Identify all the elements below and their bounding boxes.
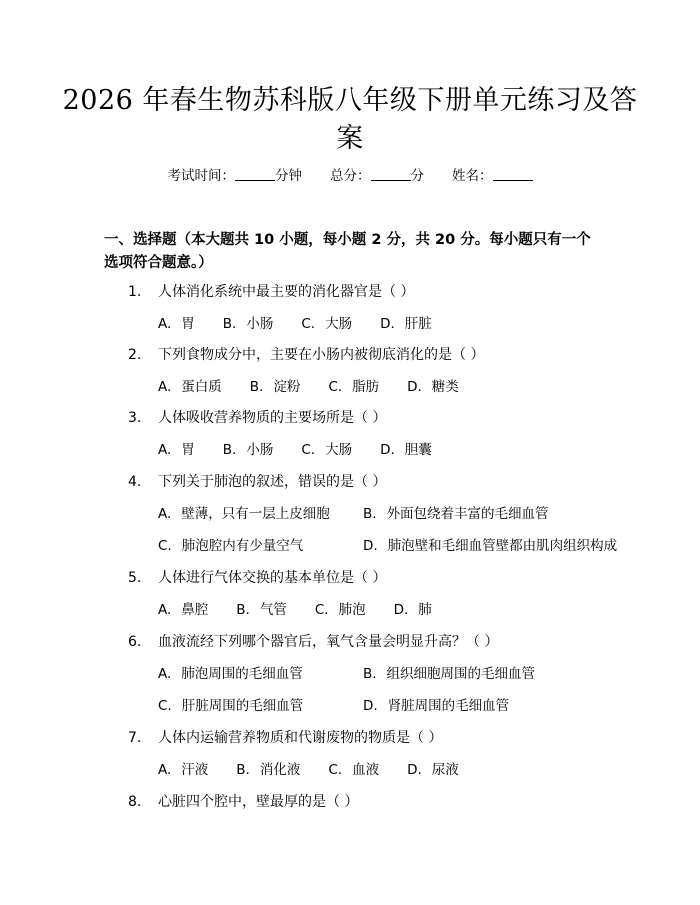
option-letter: A. <box>158 762 172 778</box>
option-text: 鼻腔 <box>181 602 209 618</box>
option-letter: B. <box>236 762 250 778</box>
question-1: 1. 人体消化系统中最主要的消化器官是（ ） <box>128 284 415 300</box>
option-a <box>158 377 222 397</box>
option-text: 肺 <box>418 602 432 618</box>
question-text: 下列关于肺泡的叙述，错误的是（ ） <box>158 474 387 490</box>
option-text: 汗液 <box>181 762 209 778</box>
question-text: 人体消化系统中最主要的消化器官是（ ） <box>158 284 415 300</box>
option-c <box>328 760 379 780</box>
option-letter: A. <box>158 666 172 682</box>
score-label: 总分： <box>330 168 371 184</box>
option-letter: B. <box>249 379 264 395</box>
option-text: 肺泡腔内有少量空气 <box>181 538 304 554</box>
option-a <box>158 440 195 460</box>
name-blank <box>493 168 533 181</box>
question-5: 5. 人体进行气体交换的基本单位是（ ） <box>128 570 387 586</box>
option-text: 胆囊 <box>404 442 432 458</box>
option-text: 外面包绕着丰富的毛细血管 <box>386 506 549 522</box>
score-unit: 分 <box>410 168 424 184</box>
option-b <box>363 664 568 684</box>
option-text: 蛋白质 <box>181 379 222 395</box>
option-b <box>250 377 301 397</box>
options-6-row-2 <box>158 696 640 716</box>
option-letter: D. <box>407 762 422 778</box>
option-a <box>158 314 195 334</box>
option-d <box>380 440 432 460</box>
option-letter: A. <box>158 602 172 618</box>
name-label: 姓名： <box>452 168 493 184</box>
option-text: 肺泡 <box>338 602 366 618</box>
option-a <box>158 760 208 780</box>
option-letter: B. <box>222 316 237 332</box>
question-text: 心脏四个腔中，壁最厚的是（ ） <box>158 794 359 810</box>
option-letter: C. <box>301 442 316 458</box>
option-letter: A. <box>158 379 172 395</box>
option-c <box>301 440 352 460</box>
option-text: 肺泡壁和毛细血管壁都由肌肉组织构成 <box>387 538 618 554</box>
option-letter: D. <box>393 602 409 618</box>
option-text: 胃 <box>181 316 195 332</box>
option-letter: D. <box>363 538 378 554</box>
options-1 <box>158 314 640 334</box>
option-letter: D. <box>363 698 378 714</box>
time-label: 考试时间： <box>167 168 235 184</box>
option-letter: C. <box>328 762 343 778</box>
option-b <box>223 440 274 460</box>
option-d <box>407 760 459 780</box>
option-letter: C. <box>314 602 329 618</box>
option-letter: D. <box>380 442 395 458</box>
question-6: 6. 血液流经下列哪个器官后，氧气含量会明显升高？（ ） <box>128 634 499 650</box>
option-text: 组织细胞周围的毛细血管 <box>386 666 536 682</box>
option-c <box>301 314 352 334</box>
option-b <box>223 314 274 334</box>
question-3: 3. 人体吸收营养物质的主要场所是（ ） <box>128 410 387 426</box>
option-c <box>315 600 366 620</box>
option-a <box>158 600 208 620</box>
option-letter: C. <box>158 538 172 554</box>
option-letter: A. <box>158 442 172 458</box>
option-c <box>158 536 363 556</box>
option-text: 消化液 <box>259 762 301 778</box>
option-text: 肺泡周围的毛细血管 <box>181 666 303 682</box>
option-letter: B. <box>236 602 250 618</box>
option-d <box>407 377 459 397</box>
option-letter: C. <box>301 316 316 332</box>
option-text: 肝脏周围的毛细血管 <box>181 698 304 714</box>
option-letter: C. <box>158 698 172 714</box>
option-text: 肾脏周围的毛细血管 <box>387 698 510 714</box>
option-d <box>380 314 432 334</box>
score-blank <box>371 168 411 181</box>
option-d <box>394 600 432 620</box>
option-text: 胃 <box>181 442 195 458</box>
option-text: 肝脏 <box>404 316 432 332</box>
option-text: 脂肪 <box>352 379 380 395</box>
option-c <box>328 377 379 397</box>
option-a <box>158 664 363 684</box>
question-4: 4. 下列关于肺泡的叙述，错误的是（ ） <box>128 474 387 490</box>
option-text: 壁薄，只有一层上皮细胞 <box>181 506 330 522</box>
option-text: 大肠 <box>325 442 353 458</box>
option-letter: B. <box>363 666 377 682</box>
option-text: 气管 <box>259 602 287 618</box>
option-letter: A. <box>158 506 172 522</box>
option-letter: D. <box>407 379 422 395</box>
option-text: 大肠 <box>325 316 353 332</box>
question-7: 7. 人体内运输营养物质和代谢废物的物质是（ ） <box>128 730 443 746</box>
options-5 <box>158 600 640 620</box>
option-letter: A. <box>158 316 172 332</box>
option-letter: B. <box>222 442 237 458</box>
question-text: 下列食物成分中，主要在小肠内被彻底消化的是（ ） <box>158 347 485 363</box>
option-d <box>363 696 568 716</box>
option-b <box>236 600 287 620</box>
option-b <box>236 760 300 780</box>
question-text: 人体内运输营养物质和代谢废物的物质是（ ） <box>158 730 443 746</box>
page-title: 2026 年春生物苏科版八年级下册单元练习及答案 <box>62 85 638 154</box>
option-d <box>363 536 618 556</box>
section-heading: 一、选择题（本大题共 10 小题，每小题 2 分，共 20 分。每小题只有一个选项符合题意。） <box>104 232 591 271</box>
option-b <box>363 504 568 524</box>
question-8: 8. 心脏四个腔中，壁最厚的是（ ） <box>128 794 359 810</box>
option-text: 小肠 <box>246 442 274 458</box>
option-a <box>158 504 363 524</box>
options-4-row-2 <box>158 536 640 556</box>
option-letter: C. <box>328 379 343 395</box>
time-unit: 分钟 <box>275 168 302 184</box>
options-4-row-1 <box>158 504 640 524</box>
options-2 <box>158 377 640 397</box>
option-text: 糖类 <box>431 379 459 395</box>
question-text: 血液流经下列哪个器官后，氧气含量会明显升高？（ ） <box>158 634 499 650</box>
options-7 <box>158 760 640 780</box>
exam-meta-line <box>0 166 700 186</box>
options-3 <box>158 440 640 460</box>
option-letter: B. <box>363 506 377 522</box>
option-c <box>158 696 363 716</box>
time-blank <box>235 168 275 181</box>
options-6-row-1 <box>158 664 640 684</box>
question-text: 人体进行气体交换的基本单位是（ ） <box>158 570 387 586</box>
option-text: 淀粉 <box>273 379 301 395</box>
option-text: 尿液 <box>431 762 459 778</box>
option-text: 小肠 <box>246 316 274 332</box>
question-2: 2. 下列食物成分中，主要在小肠内被彻底消化的是（ ） <box>128 347 485 363</box>
option-text: 血液 <box>352 762 380 778</box>
question-text: 人体吸收营养物质的主要场所是（ ） <box>158 410 387 426</box>
option-letter: D. <box>380 316 395 332</box>
